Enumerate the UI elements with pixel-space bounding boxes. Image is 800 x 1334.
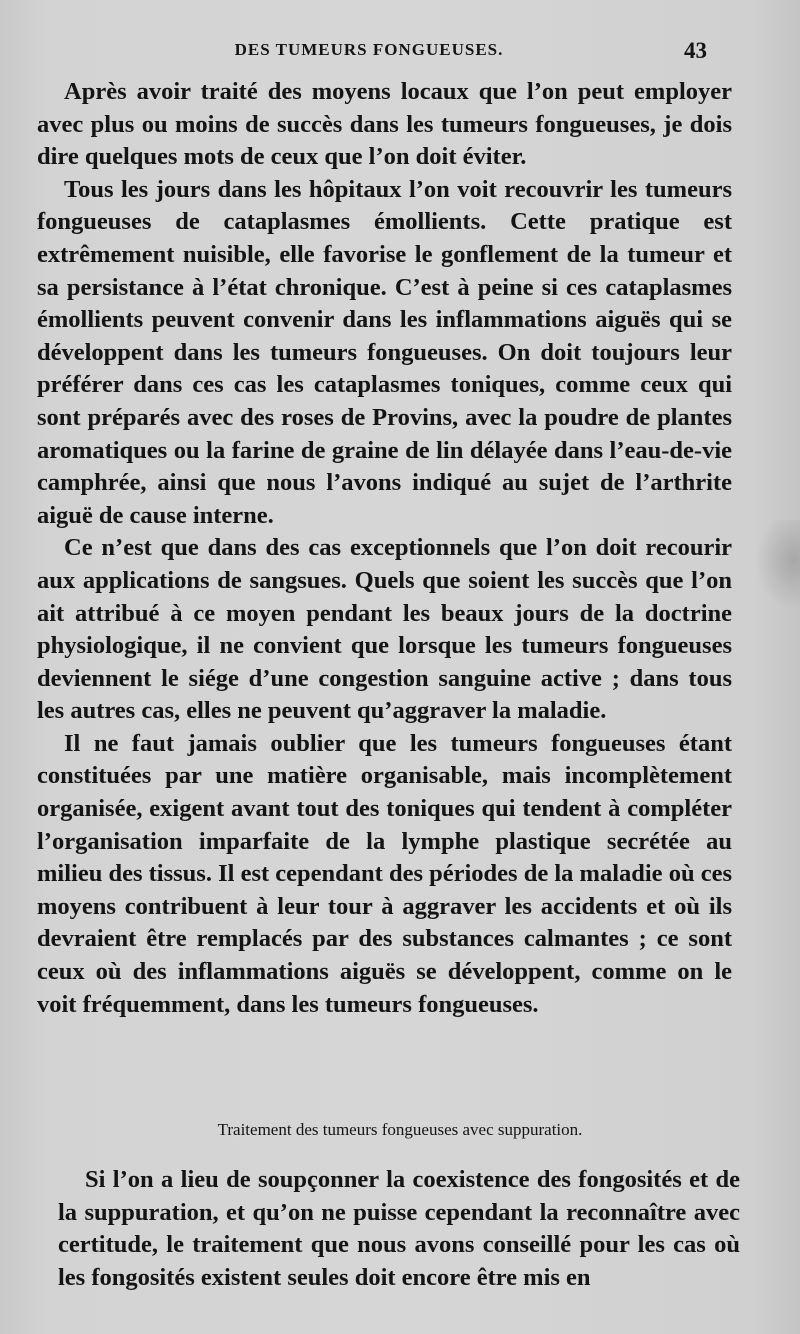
section-heading: Traitement des tumeurs fongueuses avec suppuration.	[217, 1120, 583, 1139]
paragraph: Il ne faut jamais oublier que les tumeurs fongueuses étant constituées par une matière organisable, mais incomplètement organisée, exigent avant tout des toniques qui tendent à compléter l’organisation imparfaite de la lymphe plastique secrétée au milieu des tissus. Il est cependant des périodes de la maladie où ces moyens contribuent à leur tour à aggraver les accidents et où ils devraient être remplacés par des substances calmantes ; ce sont ceux où des inflammations aiguës se développent, comme on le voit fréquemment, dans les tumeurs fongueuses.	[37, 729, 732, 1018]
paragraph: Après avoir traité des moyens locaux que l’on peut employer avec plus ou moins de succès dans les tumeurs fongueuses, je dois dire quelques mots de ceux que l’on doit éviter.	[37, 78, 732, 171]
page-header	[0, 38, 800, 68]
page-stain	[755, 520, 800, 610]
running-head: DES TUMEURS FONGUEUSES.	[234, 40, 504, 59]
section-text	[58, 1164, 740, 1294]
paragraph: Ce n’est que dans des cas exceptionnels que l’on doit recourir aux applications de sangsues. Quels que soient les succès que l’on ait attribué à ce moyen pendant les beaux jours de la doctrine physiologique, il ne convient que lorsque les tumeurs fongueuses deviennent le siége d’une congestion sanguine active ; dans tous les autres cas, elles ne peuvent qu’aggraver la maladie.	[37, 534, 732, 725]
page-number: 43	[684, 38, 707, 63]
paragraph: Tous les jours dans les hôpitaux l’on voit recouvrir les tumeurs fongueuses de cataplasmes émollients. Cette pratique est extrêmement nuisible, elle favorise le gonflement de la tumeur et sa persistance à l’état chronique. C’est à peine si ces cataplasmes émollients peuvent convenir dans les inflammations aiguës qui se développent dans les tumeurs fongueuses. On doit toujours leur préférer dans ces cas les cataplasmes toniques, comme ceux qui sont préparés avec des roses de Provins, avec la poudre de plantes aromatiques ou la farine de graine de lin délayée dans l’eau-de-vie camphrée, ainsi que nous l’avons indiqué au sujet de l’arthrite aiguë de cause interne.	[37, 175, 732, 529]
paragraph: Si l’on a lieu de soupçonner la coexistence des fongosités et de la suppuration, et qu’on ne puisse cependant la reconnaître avec certitude, le traitement que nous avons conseillé pour les cas où les fongosités existent seules doit encore être mis en	[58, 1166, 740, 1291]
main-text	[37, 76, 732, 1021]
